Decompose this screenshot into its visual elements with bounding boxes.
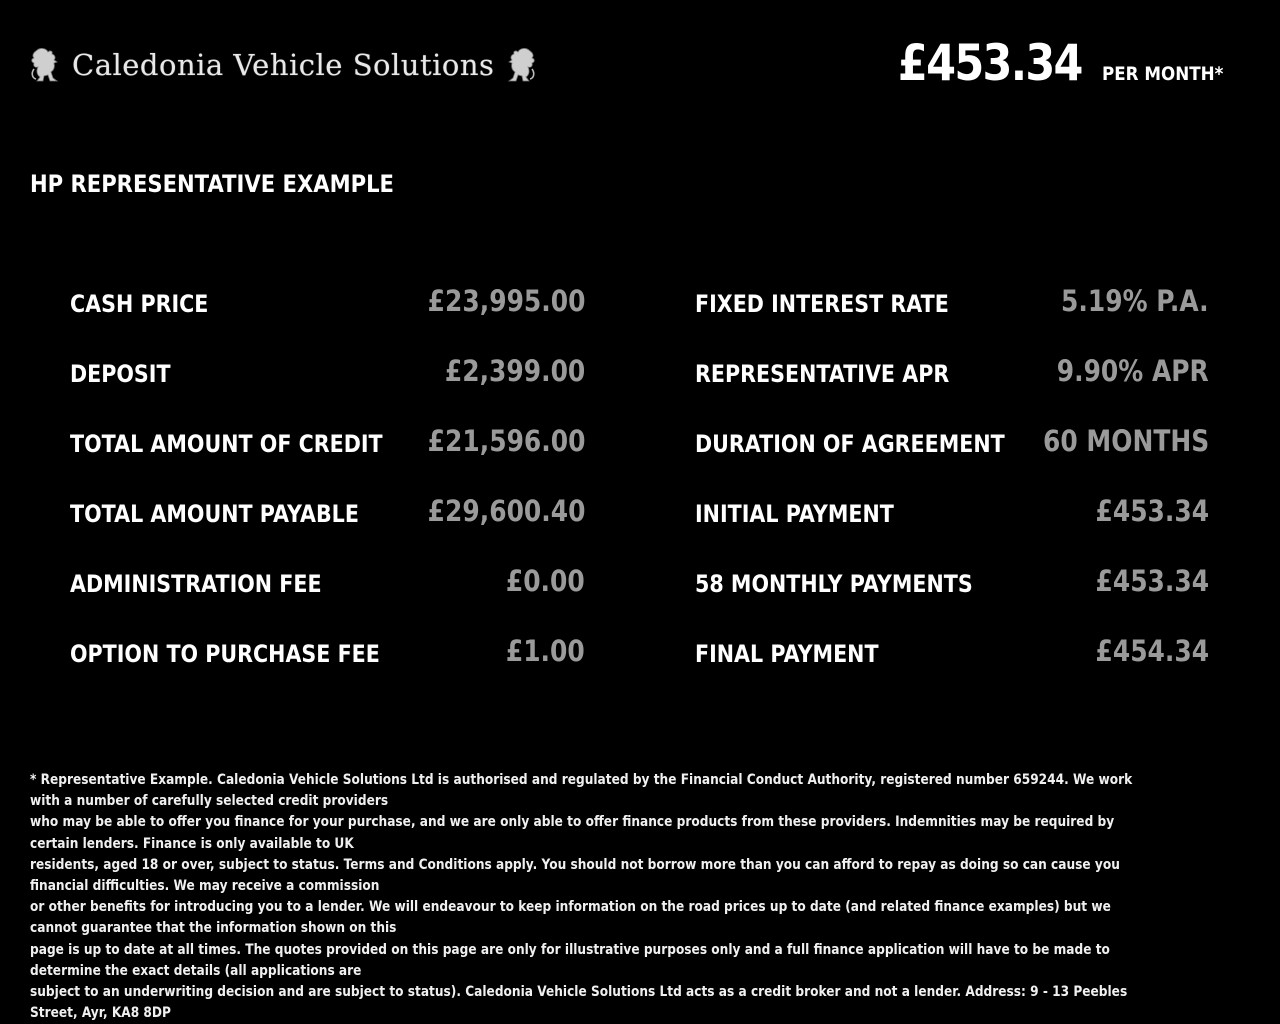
finance-row xyxy=(70,280,585,350)
finance-row-label: REPRESENTATIVE APR xyxy=(695,360,950,388)
finance-row-value: 60 MONTHS xyxy=(1042,424,1209,458)
company-logo xyxy=(28,42,538,88)
finance-row-label: OPTION TO PURCHASE FEE xyxy=(70,640,380,668)
monthly-price: £453.34 xyxy=(898,34,1083,92)
disclaimer-line: subject to an underwriting decision and are subject to status). Caledonia Vehicle Solutions Ltd acts as a credit broker and not a lender. Address: 9 - 13 Peebles Street, Ayr, KA8 8DP xyxy=(30,984,1128,1022)
disclaimer-line: residents, aged 18 or over, subject to status. Terms and Conditions apply. You should not borrow more than you can afford to repay as doing so can cause you financial difficulties. We may receive a commission xyxy=(30,856,1120,895)
finance-row xyxy=(695,280,1209,350)
finance-row-value: £1.00 xyxy=(506,634,585,668)
lion-rampant-icon xyxy=(28,45,64,85)
finance-row-label: FINAL PAYMENT xyxy=(695,640,879,668)
finance-row-label: FIXED INTEREST RATE xyxy=(695,290,949,318)
finance-row xyxy=(70,490,585,560)
finance-row-value: 9.90% APR xyxy=(1057,354,1209,388)
finance-row xyxy=(695,420,1209,490)
disclaimer-line: * Representative Example. Caledonia Vehicle Solutions Ltd is authorised and regulated by the Financial Conduct Authority, registered number 659244. We work with a number of carefully selected credit providers xyxy=(30,772,1133,810)
disclaimer-line: page is up to date at all times. The quotes provided on this page are only for illustrative purposes only and a full finance application will have to be made to determine the exact details (all applications are xyxy=(30,941,1110,979)
per-month-label: PER MONTH* xyxy=(1102,63,1224,85)
finance-row-label: TOTAL AMOUNT PAYABLE xyxy=(70,500,359,528)
finance-row-value: 5.19% P.A. xyxy=(1061,284,1209,318)
disclaimer-line: who may be able to offer you finance for your purchase, and we are only able to offer finance products from these providers. Indemnities may be required by certain lenders. Finance is only available to UK xyxy=(30,814,1115,852)
finance-row xyxy=(70,350,585,420)
finance-row-value: £23,995.00 xyxy=(427,284,585,318)
finance-details-left xyxy=(70,280,585,700)
section-title: HP REPRESENTATIVE EXAMPLE xyxy=(30,170,394,198)
finance-row-value: £29,600.40 xyxy=(427,494,585,528)
finance-row-value: £21,596.00 xyxy=(427,424,585,458)
brand-name: Caledonia Vehicle Solutions xyxy=(72,48,495,82)
finance-details-right xyxy=(695,280,1209,700)
finance-row-label: TOTAL AMOUNT OF CREDIT xyxy=(70,430,383,458)
finance-row-label: ADMINISTRATION FEE xyxy=(70,570,322,598)
finance-row xyxy=(70,560,585,630)
finance-row-label: DURATION OF AGREEMENT xyxy=(695,430,1005,458)
finance-row xyxy=(695,630,1209,700)
lion-rampant-icon xyxy=(502,45,538,85)
monthly-price-block xyxy=(868,34,1240,92)
finance-disclaimer xyxy=(30,770,1147,1024)
finance-row xyxy=(695,560,1209,630)
finance-row-value: £453.34 xyxy=(1095,494,1209,528)
finance-row-label: INITIAL PAYMENT xyxy=(695,500,894,528)
finance-row-label: DEPOSIT xyxy=(70,360,171,388)
finance-row-value: £2,399.00 xyxy=(444,354,585,388)
finance-row xyxy=(695,490,1209,560)
finance-row-label: CASH PRICE xyxy=(70,290,209,318)
finance-row-value: £0.00 xyxy=(506,564,585,598)
disclaimer-line: or other benefits for introducing you to a lender. We will endeavour to keep information on the road prices up to date (and related finance examples) but we cannot guarantee that the information shown on this xyxy=(30,899,1111,937)
finance-row-value: £454.34 xyxy=(1095,634,1209,668)
finance-row xyxy=(70,630,585,700)
finance-row xyxy=(70,420,585,490)
finance-row xyxy=(695,350,1209,420)
finance-row-label: 58 MONTHLY PAYMENTS xyxy=(695,570,973,598)
finance-row-value: £453.34 xyxy=(1095,564,1209,598)
